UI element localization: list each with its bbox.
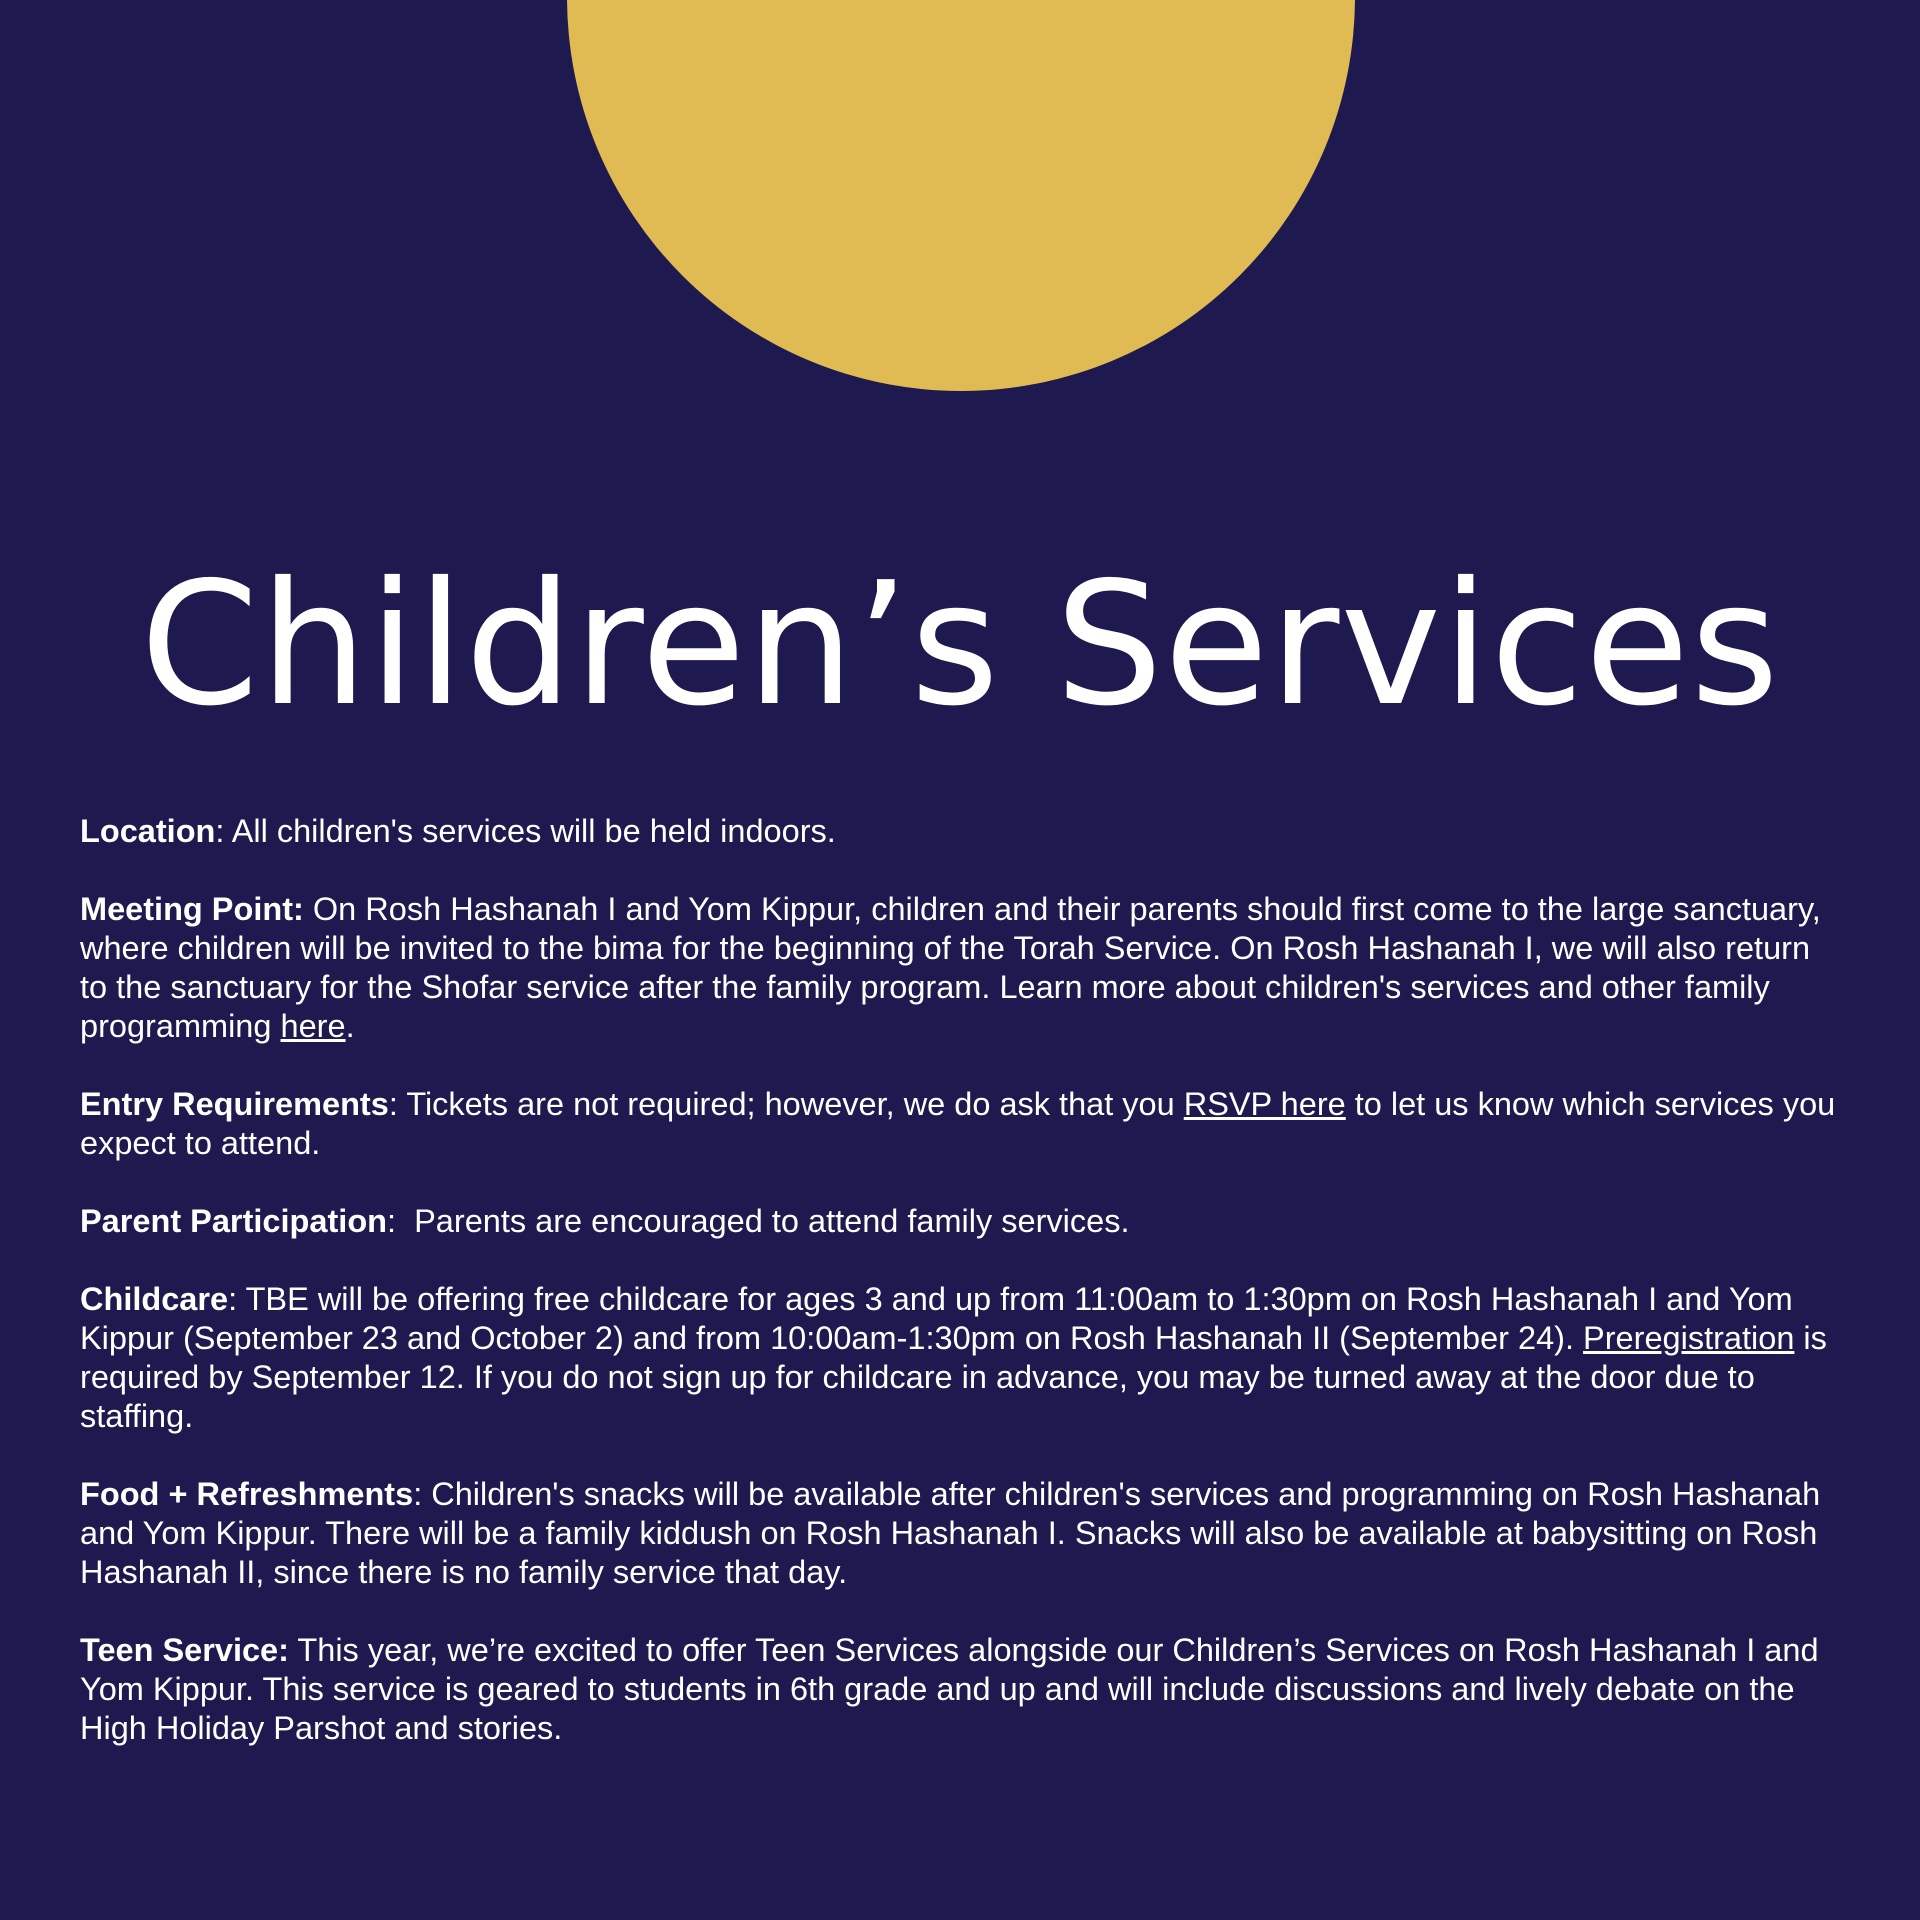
childcare-label: Childcare — [80, 1281, 229, 1317]
sun-circle — [567, 0, 1355, 391]
parent-participation-text: Parents are encouraged to attend family services. — [396, 1203, 1130, 1239]
entry-requirements-text: Tickets are not required; however, we do ask that you — [397, 1086, 1184, 1122]
childcare-section — [80, 1280, 1840, 1436]
parent-participation-separator: : — [387, 1203, 397, 1239]
childcare-text: TBE will be offering free childcare for ages 3 and up from 11:00am to 1:30pm on Rosh Hashanah I and Yom Kippur (September 23 and October 2) and from 10:00am-1:30pm on Rosh Hashanah II (September 24). — [80, 1281, 1793, 1356]
childcare-end: is required by September 12. If you do not sign up for childcare in advance, you may be turned away at the door due to staffing. — [80, 1320, 1827, 1434]
food-refreshments-label: Food + Refreshments — [80, 1476, 414, 1512]
meeting-point-section — [80, 890, 1840, 1046]
food-refreshments-section — [80, 1475, 1840, 1592]
location-separator: : — [215, 813, 225, 849]
parent-participation-section — [80, 1202, 1840, 1241]
meeting-point-label: Meeting Point: — [80, 891, 304, 927]
entry-requirements-section — [80, 1085, 1840, 1163]
entry-requirements-end: to let us know which services you expect to attend. — [80, 1086, 1836, 1161]
meeting-point-text: On Rosh Hashanah I and Yom Kippur, children and their parents should first come to the large sanctuary, where children will be invited to the bima for the beginning of the Torah Service. On Rosh Hashanah I, we will also return to the sanctuary for the Shofar service after the family program. Learn more about children's services and other family programming — [80, 891, 1821, 1044]
location-label: Location — [80, 813, 216, 849]
entry-requirements-label: Entry Requirements — [80, 1086, 389, 1122]
location-section — [80, 812, 1840, 851]
teen-service-text: This year, we’re excited to offer Teen Services alongside our Children’s Services on Rosh Hashanah I and Yom Kippur. This service is geared to students in 6th grade and up and will include discussions and lively debate on the High Holiday Parshot and stories. — [80, 1632, 1819, 1746]
preregistration-link[interactable]: Preregistration — [1583, 1320, 1795, 1356]
childcare-separator: : — [228, 1281, 238, 1317]
location-text: All children's services will be held indoors. — [224, 813, 836, 849]
teen-service-label: Teen Service: — [80, 1632, 289, 1668]
meeting-point-end: . — [345, 1008, 355, 1044]
rsvp-link[interactable]: RSVP here — [1183, 1086, 1346, 1122]
entry-requirements-separator: : — [388, 1086, 398, 1122]
teen-service-section — [80, 1631, 1840, 1748]
info-content — [80, 812, 1840, 1787]
parent-participation-label: Parent Participation — [80, 1203, 388, 1239]
family-programming-link[interactable]: here — [280, 1008, 346, 1044]
food-refreshments-text: Children's snacks will be available after children's services and programming on Rosh Hashanah and Yom Kippur. There will be a family kiddush on Rosh Hashanah I. Snacks will also be available at babysitting on Rosh Hashanah II, since there is no family service that day. — [80, 1476, 1821, 1590]
page-title: Children’s Services — [140, 546, 1780, 744]
food-refreshments-separator: : — [413, 1476, 423, 1512]
